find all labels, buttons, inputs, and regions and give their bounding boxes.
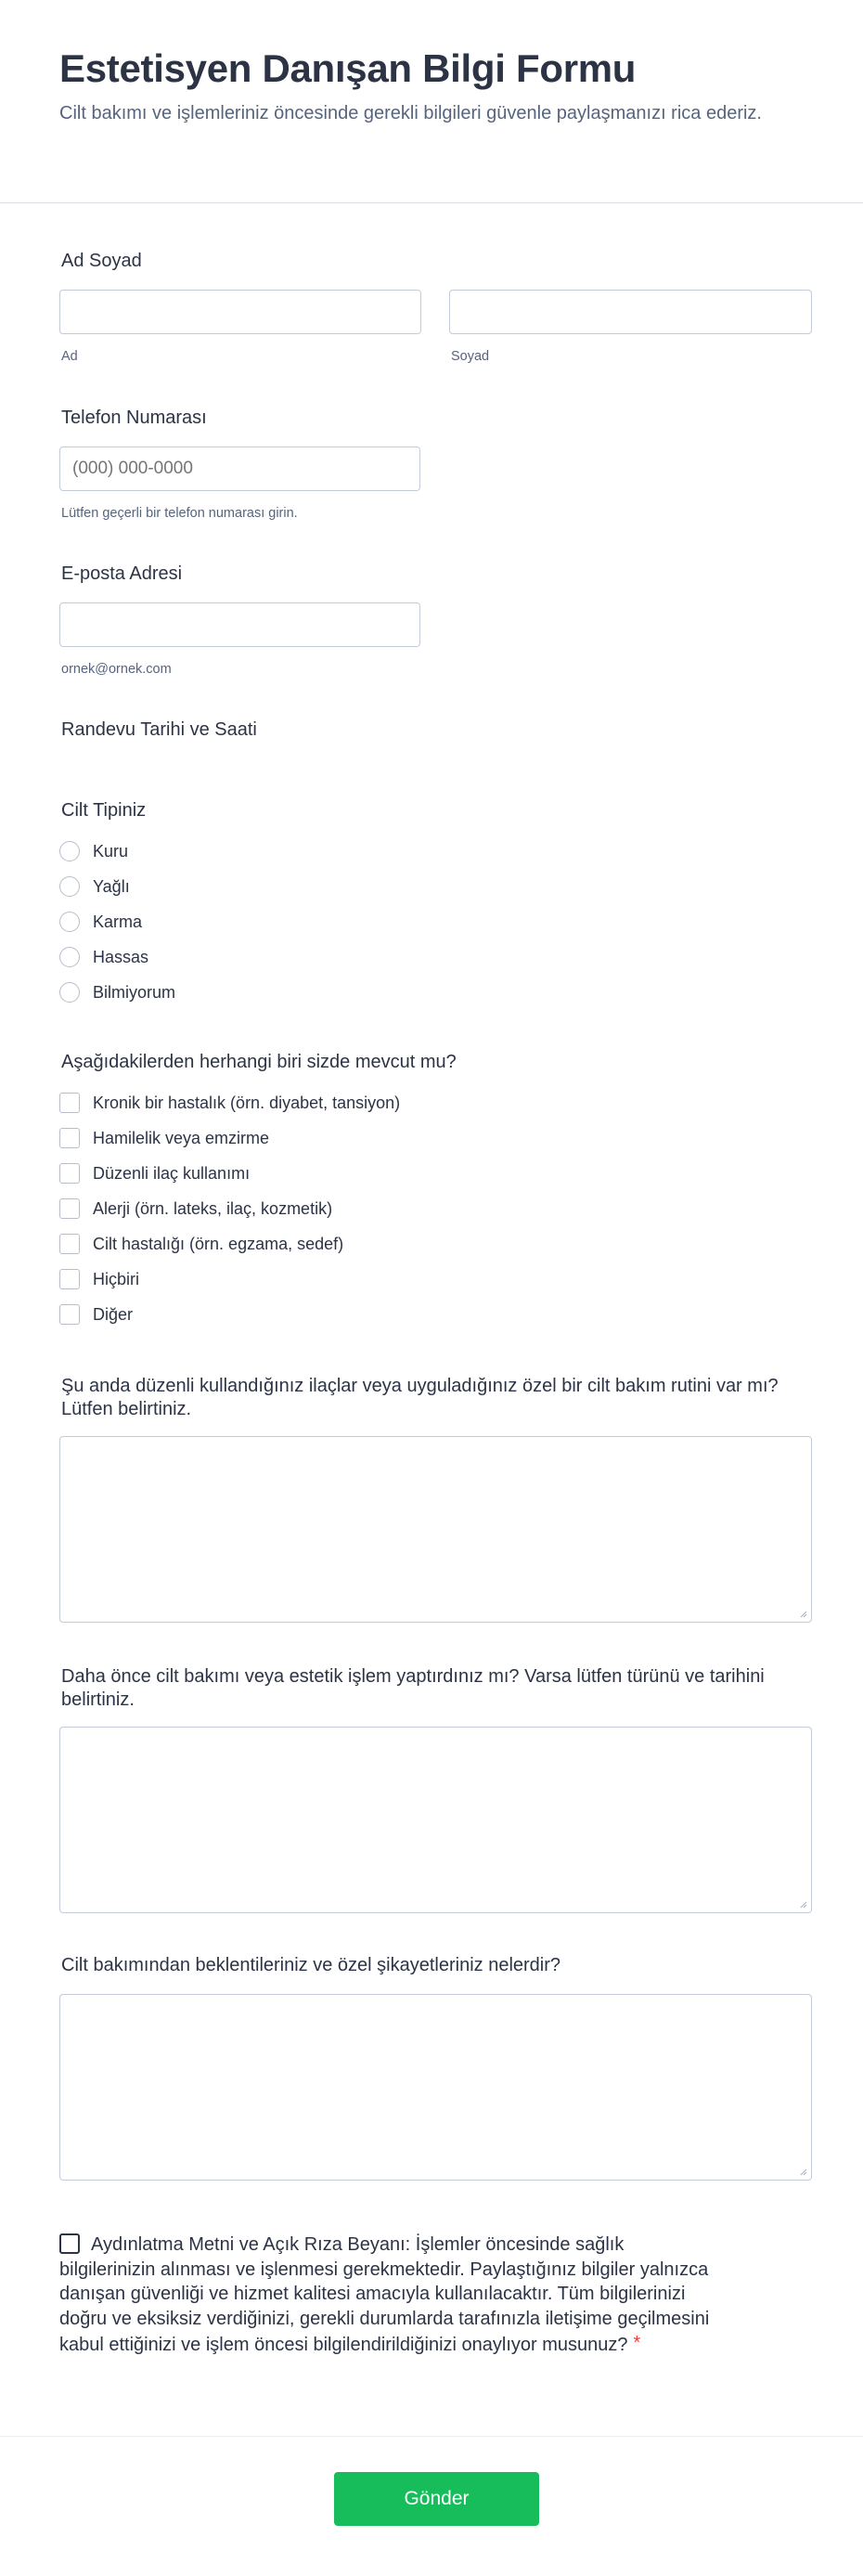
skin-type-option[interactable]: Bilmiyorum (59, 980, 175, 1004)
previous-treatments-label: Daha önce cilt bakımı veya estetik işlem yaptırdınız mı? Varsa lütfen türünü ve tarihini belirtiniz. (61, 1666, 765, 1710)
skin-type-option[interactable]: Hassas (59, 945, 148, 969)
checkbox[interactable] (59, 1128, 80, 1148)
submit-button[interactable]: Gönder (334, 2472, 539, 2526)
checkbox[interactable] (59, 1234, 80, 1254)
email-input[interactable] (59, 602, 420, 647)
last-name-sublabel: Soyad (451, 349, 490, 364)
resize-grip-icon[interactable] (798, 1899, 807, 1909)
consent-block (59, 2233, 718, 2358)
resize-grip-icon[interactable] (798, 1609, 807, 1618)
consent-checkbox[interactable] (59, 2233, 80, 2254)
radio-button[interactable] (59, 947, 80, 967)
condition-option[interactable]: Kronik bir hastalık (örn. diyabet, tansiyon) (59, 1091, 400, 1115)
condition-option[interactable]: Alerji (örn. lateks, ilaç, kozmetik) (59, 1197, 332, 1221)
conditions-label: Aşağıdakilerden herhangi biri sizde mevcut mu? (61, 1052, 457, 1072)
consent-text: Aydınlatma Metni ve Açık Rıza Beyanı: İşlemler öncesinde sağlık bilgilerinizin alınması ve işlenmesi gerekmektedir. Paylaştığınız bilgiler yalnızca danışan güvenliği ve hizmet kalitesi amacıyla kullanılacaktır. Tüm bilgilerinizi doğru ve eksiksiz verdiğinizi, gerekli durumlarda tarafınızla iletişime geçilmesini kabul ettiğinizi ve işlem öncesi bilgilendirildiğinizi onaylıyor musunuz? (59, 2234, 710, 2355)
phone-input[interactable] (59, 447, 420, 491)
skin-type-option[interactable]: Yağlı (59, 874, 130, 899)
condition-option[interactable]: Diğer (59, 1302, 133, 1327)
condition-option[interactable]: Hiçbiri (59, 1267, 139, 1291)
expectations-textarea[interactable] (59, 1994, 812, 2181)
radio-button[interactable] (59, 876, 80, 897)
radio-button[interactable] (59, 841, 80, 861)
form-header (0, 0, 863, 203)
form-title: Estetisyen Danışan Bilgi Formu (59, 46, 637, 90)
required-asterisk: * (633, 2333, 641, 2353)
checkbox[interactable] (59, 1163, 80, 1184)
checkbox[interactable] (59, 1093, 80, 1113)
medications-label: Şu anda düzenli kullandığınız ilaçlar veya uyguladığınız özel bir cilt bakım rutini var mı? Lütfen belirtiniz. (61, 1376, 779, 1419)
condition-option[interactable]: Cilt hastalığı (örn. egzama, sedef) (59, 1232, 343, 1256)
first-name-sublabel: Ad (61, 349, 78, 364)
name-label: Ad Soyad (61, 251, 142, 271)
phone-label: Telefon Numarası (61, 408, 207, 428)
resize-grip-icon[interactable] (798, 2167, 807, 2176)
last-name-input[interactable] (449, 290, 812, 334)
expectations-label: Cilt bakımından beklentileriniz ve özel şikayetleriniz nelerdir? (61, 1955, 561, 1975)
checkbox[interactable] (59, 1269, 80, 1289)
skin-type-option[interactable]: Kuru (59, 839, 128, 863)
form-footer (0, 2436, 863, 2576)
checkbox[interactable] (59, 1304, 80, 1325)
form-subtitle: Cilt bakımı ve işlemleriniz öncesinde gerekli bilgileri güvenle paylaşmanızı rica ederiz. (59, 103, 762, 123)
radio-button[interactable] (59, 912, 80, 932)
condition-option[interactable]: Hamilelik veya emzirme (59, 1126, 269, 1150)
skin-type-option[interactable]: Karma (59, 910, 142, 934)
checkbox[interactable] (59, 1198, 80, 1219)
skin-type-label: Cilt Tipiniz (61, 800, 147, 821)
appointment-label: Randevu Tarihi ve Saati (61, 719, 257, 740)
condition-option[interactable]: Düzenli ilaç kullanımı (59, 1161, 250, 1185)
first-name-input[interactable] (59, 290, 421, 334)
phone-hint: Lütfen geçerli bir telefon numarası girin. (61, 506, 298, 521)
previous-treatments-textarea[interactable] (59, 1727, 812, 1913)
email-hint: ornek@ornek.com (61, 662, 172, 677)
medications-textarea[interactable] (59, 1436, 812, 1623)
email-label: E-posta Adresi (61, 563, 183, 584)
radio-button[interactable] (59, 982, 80, 1003)
